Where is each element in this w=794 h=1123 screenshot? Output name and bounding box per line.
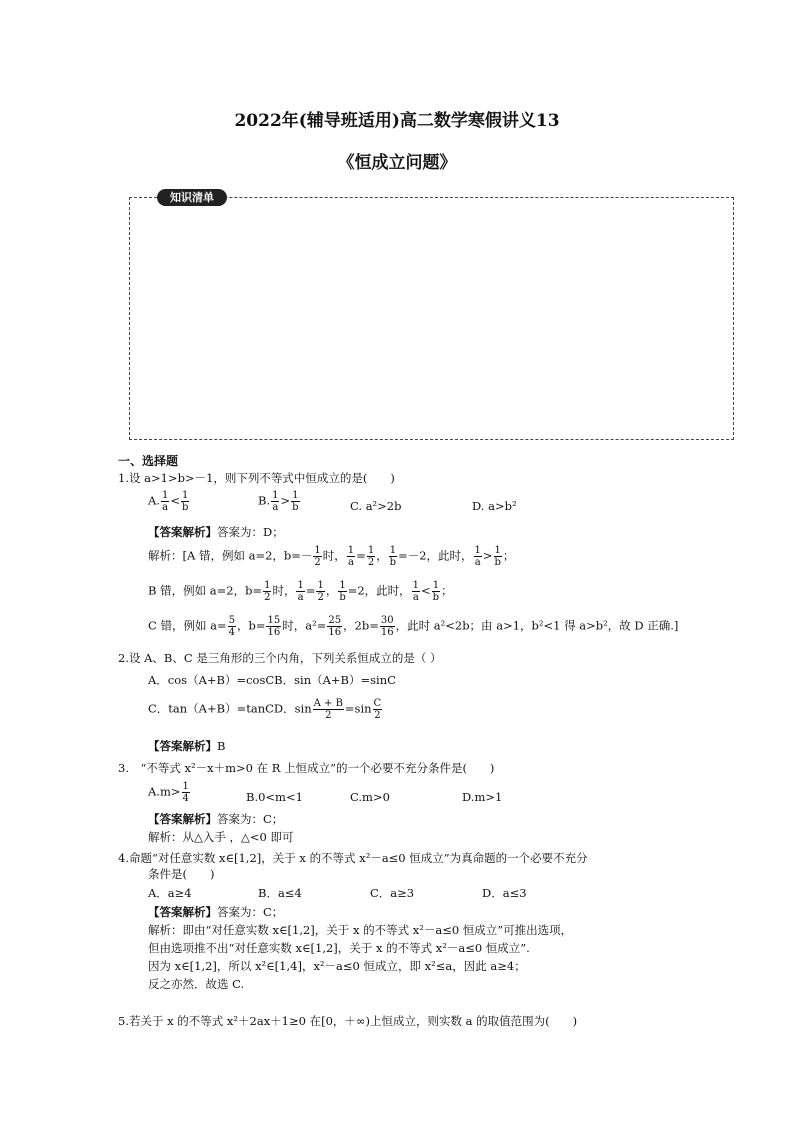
q4-answer: 【答案解析】答案为：C； [148, 905, 284, 919]
q4-stem-2: 条件是( ) [148, 867, 215, 881]
q4-stem-1: 4.命题“对任意实数 x∈[1,2]，关于 x 的不等式 x²－a≤0 恒成立”为真命题的一个必要不充分 [118, 851, 588, 865]
q1-option-d: D. a>b² [472, 499, 517, 513]
q3-answer: 【答案解析】答案为：C； [148, 812, 284, 826]
q4-option-d: D．a≤3 [482, 886, 527, 900]
q3-stem: 3. “不等式 x²－x＋m>0 在 R 上恒成立”的一个必要不充分条件是( ) [118, 761, 495, 775]
q1-answer: 【答案解析】答案为：D； [148, 525, 284, 539]
q4-explanation-3: 因为 x∈[1,2]，所以 x²∈[1,4]，x²－a≤0 恒成立，即 x²≤a，因此 a≥4； [148, 959, 526, 973]
q4-explanation-1: 解析：即由“对任意实数 x∈[1,2]，关于 x 的不等式 x²－a≤0 恒成立”可推出选项， [148, 923, 573, 937]
q3-explanation: 解析：从△入手 ，△<0 即可 [148, 830, 294, 844]
page-title: 2022年(辅导班适用)高二数学寒假讲义13 [234, 111, 560, 131]
q4-explanation-2: 但由选项推不出“对任意实数 x∈[1,2]，关于 x 的不等式 x²－a≤0 恒成立”. [148, 941, 530, 955]
q2-stem: 2.设 A、B、C 是三角形的三个内角，下列关系恒成立的是（ ） [118, 651, 442, 665]
q3-option-b: B.0<m<1 [246, 790, 303, 804]
q4-option-b: B．a≤4 [258, 886, 302, 900]
q4-option-c: C．a≥3 [370, 886, 415, 900]
q1-explanation-2: B 错，例如 a=2，b= $\frac{1}{2}$ 时， $\frac{1}{a}$ = $\frac{1}{2}$ ， $\frac{1}{b}$ =2，此时， $\frac{1}{a}$ < $\frac{1}{b}$ ； [148, 580, 453, 603]
q3-option-c: C.m>0 [350, 790, 390, 804]
q2-answer: 【答案解析】B [148, 739, 226, 753]
page-subtitle: 《恒成立问题》 [337, 153, 457, 173]
q1-explanation-3: C 错，例如 a= $\frac{5}{4}$ ，b= $\frac{15}{16}$ 时，a²= $\frac{25}{16}$ ，2b= $\frac{30}{16}$ ，此时 a²<2b；由 a>1，b²<1 得 a>b²，故 D 正确.] [148, 615, 679, 638]
q4-explanation-4: 反之亦然．故选 C. [148, 977, 245, 991]
q1-option-c: C. a²>2b [350, 499, 402, 513]
knowledge-badge: 知识清单 [157, 189, 227, 206]
q5-stem: 5.若关于 x 的不等式 x²＋2ax＋1≥0 在[0，＋∞)上恒成立，则实数 a 的取值范围为( ) [118, 1014, 578, 1028]
knowledge-box [129, 197, 734, 440]
q1-stem: 1.设 a>1>b>－1，则下列不等式中恒成立的是( ) [118, 471, 395, 485]
q3-option-d: D.m>1 [462, 790, 503, 804]
q1-option-a: A. $\frac{1}{a}$ < $\frac{1}{b}$ [148, 490, 189, 513]
q4-option-a: A．a≥4 [148, 886, 192, 900]
section-heading: 一、选择题 [118, 454, 179, 468]
q2-options-ab: A．cos（A+B）=cosCB．sin（A+B）=sinC [148, 673, 396, 687]
q1-option-b: B. $\frac{1}{a}$ > $\frac{1}{b}$ [258, 490, 299, 513]
q2-options-cd: C．tan（A+B）=tanCD．sin $\frac{A + B}{2}$ =sin $\frac{C}{2}$ [148, 698, 382, 721]
q1-explanation-1: 解析：[A 错，例如 a=2，b=－ $\frac{1}{2}$ 时， $\frac{1}{a}$ = $\frac{1}{2}$ ， $\frac{1}{b}$ =－2，此时， $\frac{1}{a}$ > $\frac{1}{b}$ ； [148, 545, 515, 568]
q3-option-a: A.m> $\frac{1}{4}$ [148, 781, 189, 804]
